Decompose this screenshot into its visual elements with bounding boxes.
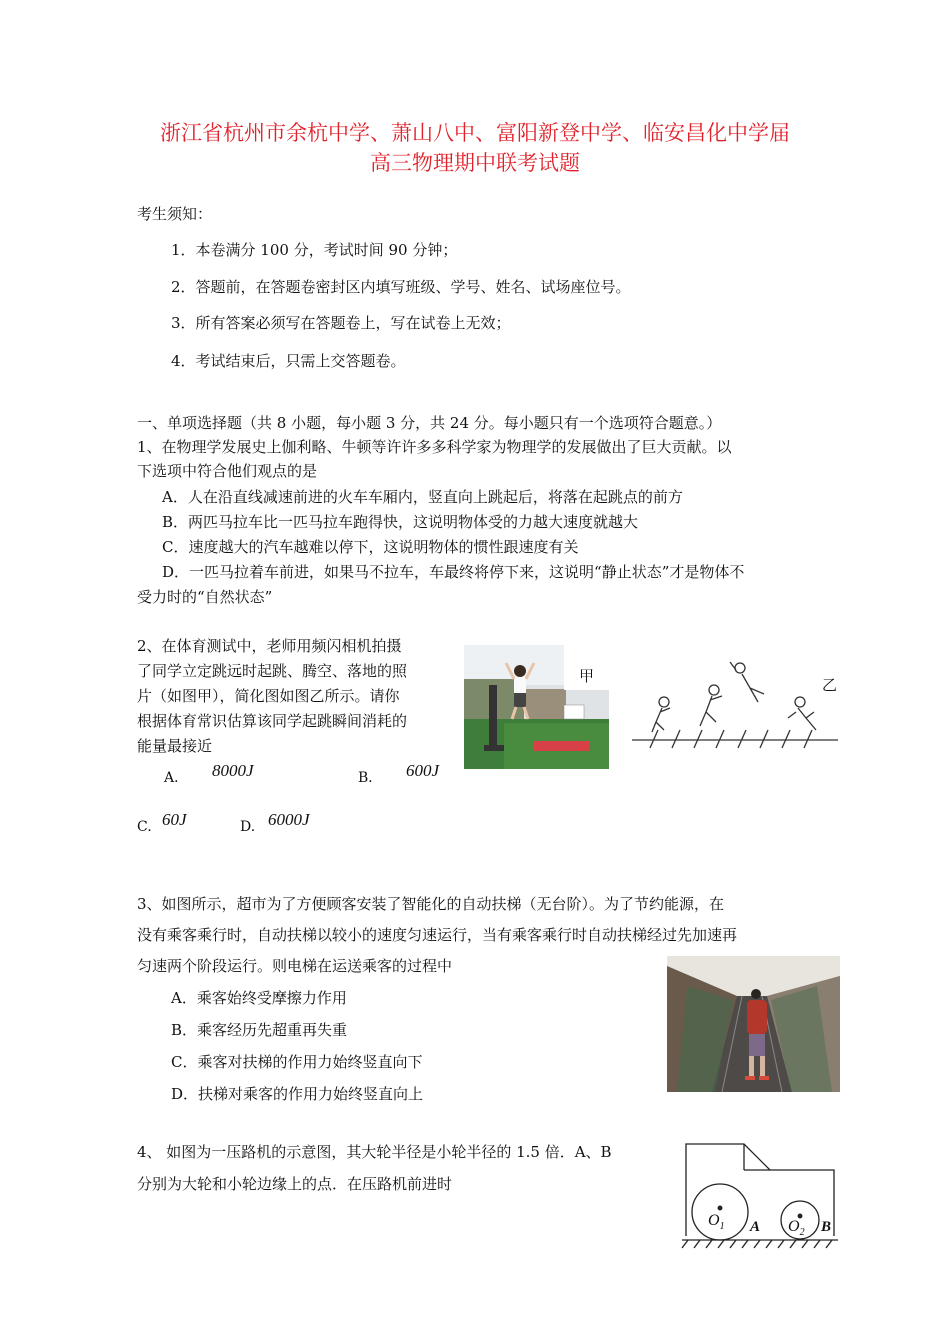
page-subtitle: 高三物理期中联考试题 (370, 151, 580, 175)
q2-option-a-label: A． (164, 770, 189, 786)
q3-option-c: C．乘客对扶梯的作用力始终竖直向下 (171, 1053, 423, 1071)
q1-stem: 下选项中符合他们观点的是 (137, 462, 318, 480)
q3-stem: 匀速两个阶段运行。则电梯在运送乘客的过程中 (137, 957, 453, 975)
label-a: A (750, 1219, 761, 1235)
label-o2: $O_2$ (788, 1218, 805, 1239)
q4-stem: 4、 如图为一压路机的示意图，其大轮半径是小轮半径的 1.5 倍．A、B (137, 1143, 612, 1161)
q1-option-b: B．两匹马拉车比一匹马拉车跑得快，这说明物体受的力越大速度就越大 (162, 513, 639, 531)
q3-option-d: D．扶梯对乘客的作用力始终竖直向上 (171, 1085, 424, 1103)
q2-option-a-value: 8000J (212, 761, 254, 780)
road-roller-diagram (680, 1140, 840, 1250)
q3-stem: 3、如图所示，超市为了方便顾客安装了智能化的自动扶梯（无台阶）。为了节约能源，在 (137, 895, 725, 913)
q3-option-a: A．乘客始终受摩擦力作用 (171, 989, 347, 1007)
q2-option-c-label: C. (137, 819, 152, 835)
q2-option-c-value: 60J (162, 810, 187, 829)
label-b: B (821, 1219, 832, 1235)
long-jump-photo (464, 645, 609, 769)
label-o1: $O_1$ (708, 1212, 725, 1233)
notice-item: 1．本卷满分 100 分，考试时间 90 分钟； (171, 241, 458, 259)
q4-stem: 分别为大轮和小轮边缘上的点．在压路机前进时 (137, 1175, 453, 1193)
q2-option-b-label: B． (358, 770, 383, 786)
q1-option-d-cont: 受力时的“自然状态” (137, 588, 273, 606)
q3-option-b: B．乘客经历先超重再失重 (171, 1021, 348, 1039)
q2-stem: 2、在体育测试中，老师用频闪相机拍摄 (137, 637, 402, 655)
q2-stem: 片（如图甲），简化图如图乙所示。请你 (137, 687, 400, 705)
q2-stem: 了同学立定跳远时起跳、腾空、落地的照 (137, 662, 408, 680)
q2-option-d-value: 6000J (268, 810, 310, 829)
q1-option-c: C．速度越大的汽车越难以停下，这说明物体的惯性跟速度有关 (162, 538, 579, 556)
q2-option-b-value: 600J (406, 761, 440, 780)
figure-label-yi: 乙 (822, 676, 838, 694)
notice-item: 4．考试结束后，只需上交答题卷。 (171, 352, 406, 370)
q3-stem: 没有乘客乘行时，自动扶梯以较小的速度匀速运行，当有乘客乘行时自动扶梯经过先加速再 (137, 926, 738, 944)
q1-option-d: D．一匹马拉着车前进，如果马不拉车，车最终将停下来，这说明“静止状态”才是物体不 (162, 563, 745, 581)
q1-option-a: A．人在沿直线减速前进的火车车厢内，竖直向上跳起后，将落在起跳点的前方 (162, 488, 683, 506)
escalator-photo (667, 956, 840, 1092)
figure-label-jia: 甲 (579, 667, 595, 685)
long-jump-diagram (630, 660, 840, 750)
notice-heading: 考生须知： (137, 205, 213, 223)
page-title: 浙江省杭州市余杭中学、萧山八中、富阳新登中学、临安昌化中学届 (160, 121, 790, 145)
notice-item: 3．所有答案必须写在答题卷上，写在试卷上无效； (171, 314, 511, 332)
q2-option-d-label: D. (240, 819, 256, 835)
q1-stem: 1、在物理学发展史上伽利略、牛顿等许许多多科学家为物理学的发展做出了巨大贡献。以 (137, 438, 732, 456)
q2-stem: 能量最接近 (137, 737, 213, 755)
q2-stem: 根据体育常识估算该同学起跳瞬间消耗的 (137, 712, 408, 730)
section-heading: 一、单项选择题（共 8 小题，每小题 3 分，共 24 分。每小题只有一个选项符合题意。） (137, 414, 722, 432)
notice-item: 2．答题前，在答题卷密封区内填写班级、学号、姓名、试场座位号。 (171, 278, 631, 296)
